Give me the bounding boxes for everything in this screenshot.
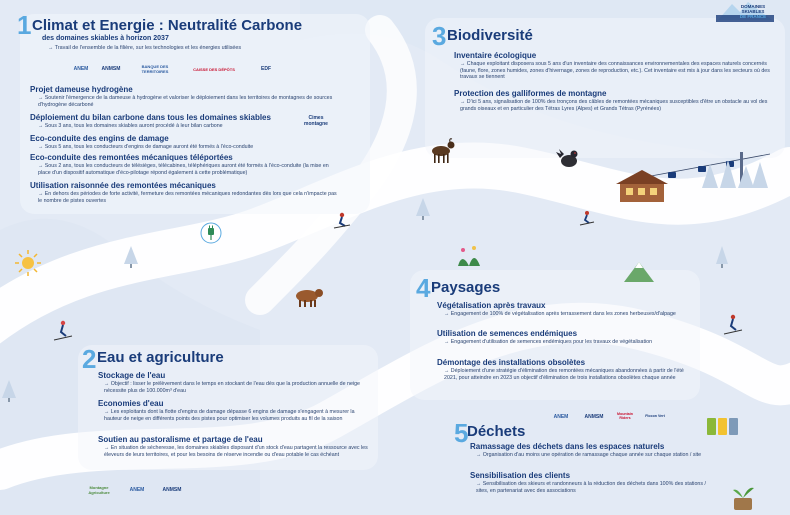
brand-line1: DOMAINES (740, 4, 766, 9)
section1-number: 1 (17, 10, 32, 40)
s2-item1-title: Stockage de l'eau (98, 371, 166, 380)
s3-item1-title: Inventaire écologique (454, 51, 537, 60)
s3-item1-text: → Chaque exploitant disposera sous 5 ans d'un inventaire des connaissances environnementales des espaces naturels concernés (faune, flore, zones humides, zones d'hivernage, zones de reproduction, etc.). Cet inventaire est mis à jour dans les secteurs où des travaux se tiennent (460, 61, 770, 81)
s3-item2-title: Protection des galliformes de montagne (454, 89, 607, 98)
s3-item2-text: → D'ici 5 ans, signalisation de 100% des tronçons des câbles de remontées mécaniques susceptibles d'être un obstacle au vol des grands oiseaux et en particulier des Tétras Lyres (Alpes) et Grands Tétras (Pyrénées) (460, 99, 768, 112)
s4-item2-text: → Engagement d'utilisation de semences endémiques pour les travaux de végétalisation (444, 339, 653, 345)
s2-item1-text: → Objectif : lisser le prélèvement dans le temps en stockant de l'eau dès que la production annuelle de neige nécessite plus de 100.000m³ d'eau (104, 381, 361, 394)
section3-title: Biodiversité (447, 27, 533, 44)
section4-number: 4 (416, 273, 431, 303)
logo-anem-1: ANEM (73, 66, 89, 72)
s1-item2-title: Déploiement du bilan carbone dans tous les domaines skiables (30, 113, 271, 122)
s1-item1-title: Projet dameuse hydrogène (30, 85, 133, 94)
recycling-bins-icon (706, 414, 740, 436)
logo-banque-territoires: BANQUE DES TERRITOIRES (141, 64, 169, 74)
sun-icon (15, 250, 41, 276)
logo-caisse-depots: CAISSE DES DÉPÔTS (193, 66, 235, 72)
s1-item4-text: → Sous 2 ans, tous les conducteurs de télésièges, télécabines, téléphériques auront été formés à l'éco-conduite (la mise en place d'un dispositif automatique d'éco-pilotage répond également à cette problématique) (38, 163, 329, 176)
logo-anem-2: ANEM (129, 487, 145, 493)
skier-icon-1 (332, 212, 352, 230)
mountain-plant-icon (624, 258, 654, 282)
s1-item2-text: → Sous 3 ans, tous les domaines skiables auront procédé à leur bilan carbone (38, 123, 223, 129)
skier-icon-4 (722, 314, 744, 336)
logo-cimes-montagne: Cimes montagne (304, 115, 328, 127)
plug-icon (200, 222, 222, 244)
section5-number: 5 (454, 418, 469, 448)
brand-text (735, 4, 771, 19)
s4-item2-title: Utilisation de semences endémiques (437, 329, 578, 338)
s4-item1-title: Végétalisation après travaux (437, 301, 546, 310)
s5-item2-text: → Sensibilisation des skieurs et randonneurs à la réduction des déchets dans 100% des stations / sites, en partenariat avec des associations (476, 481, 706, 494)
s2-item2-text: → Les exploitants dont la flotte d'engins de damage dépasse 6 engins de damage s'engagent à mesurer la hauteur de neige en différents points des pistes pour optimiser les volumes produits au fil de la saison (104, 409, 355, 422)
grouse-icon (556, 146, 582, 172)
section2-number: 2 (82, 344, 97, 374)
section5-title: Déchets (467, 423, 526, 440)
s2-item3-text: → En situation de sécheresse, les domaines skiables disposant d'un stock d'eau partagent la ressource avec les éleveurs de leurs territoires, et pour les besoins de réserve incendie ou d'eau potable le cas échéant (104, 445, 368, 458)
fir-tree-icon (416, 198, 430, 220)
fir-tree-icon (2, 380, 16, 402)
s4-item1-text: → Engagement de 100% de végétalisation après terrassement dans les zones herbeuses/d'alpage (444, 311, 676, 317)
logo-flocon-vert: Flocon Vert (645, 414, 665, 418)
logo-anmsm-2: ANMSM (162, 487, 182, 493)
s1-item3-text: → Sous 5 ans, tous les conducteurs d'engins de damage auront été formés à l'éco-conduite (38, 144, 254, 150)
section1-intro: → Travail de l'ensemble de la filière, sur les technologies et les énergies utilisées (48, 45, 242, 51)
brand-line2: SKIABLES (741, 9, 765, 14)
s1-item3-title: Eco-conduite des engins de damage (30, 134, 169, 143)
chamois-icon (428, 138, 456, 164)
logo-anmsm-3: ANMSM (584, 414, 604, 420)
skier-icon-3 (578, 210, 596, 228)
fir-tree-icon (716, 246, 728, 268)
flowers-icon (454, 242, 484, 266)
section1-title: Climat et Energie : Neutralité Carbone (32, 17, 303, 34)
s1-item1-text: → Soutenir l'émergence de la dameuse à hydrogène et valoriser le déploiement dans les territoires de montagnes de sources d'hydrogène décarboné (38, 95, 333, 108)
s4-item3-text: → Déploiement d'une stratégie d'élimination des remontées mécaniques abandonnées à partir de l'été 2021, pour atteindre en 2023 un objectif d'élimination de trois installations obsolètes chaque année (444, 368, 684, 381)
fir-trees-icon (702, 160, 768, 190)
logo-anmsm-1: ANMSM (101, 66, 121, 72)
s5-item1-title: Ramassage des déchets dans les espaces naturels (470, 442, 665, 451)
seedling-icon (730, 480, 756, 510)
logo-edf: EDF (261, 66, 271, 72)
s5-item1-text: → Organisation d'au moins une opération de ramassage chaque année sur chaque station / site (476, 452, 702, 458)
s1-item5-text: → En dehors des périodes de forte activité, fermeture des remontées mécaniques redondantes dès lors que cela n'impacte pas le nombre de pistes ouvertes (38, 191, 337, 204)
section2-title: Eau et agriculture (97, 349, 224, 366)
s5-item2-title: Sensibilisation des clients (470, 471, 571, 480)
skier-icon-2 (52, 320, 74, 342)
fir-tree-icon (124, 246, 138, 268)
chalet-icon (612, 168, 672, 204)
section1-subtitle: des domaines skiables à horizon 2037 (42, 35, 169, 42)
section4-title: Paysages (431, 279, 501, 296)
brand-line3: DE FRANCE (739, 14, 767, 19)
cow-icon (292, 286, 324, 308)
logo-anem-3: ANEM (553, 414, 569, 420)
s1-item5-title: Utilisation raisonnée des remontées mécaniques (30, 181, 216, 190)
s4-item3-title: Démontage des installations obsolètes (437, 358, 586, 367)
s2-item2-title: Economies d'eau (98, 399, 164, 408)
s1-item4-title: Eco-conduite des remontées mécaniques téléportées (30, 153, 233, 162)
s2-item3-title: Soutien au pastoralisme et partage de l'eau (98, 435, 263, 444)
section3-number: 3 (432, 21, 447, 51)
logo-montagne-agriculture: Montagne Agriculture (88, 485, 110, 495)
logo-mountain-riders: Mountain Riders (617, 412, 633, 420)
